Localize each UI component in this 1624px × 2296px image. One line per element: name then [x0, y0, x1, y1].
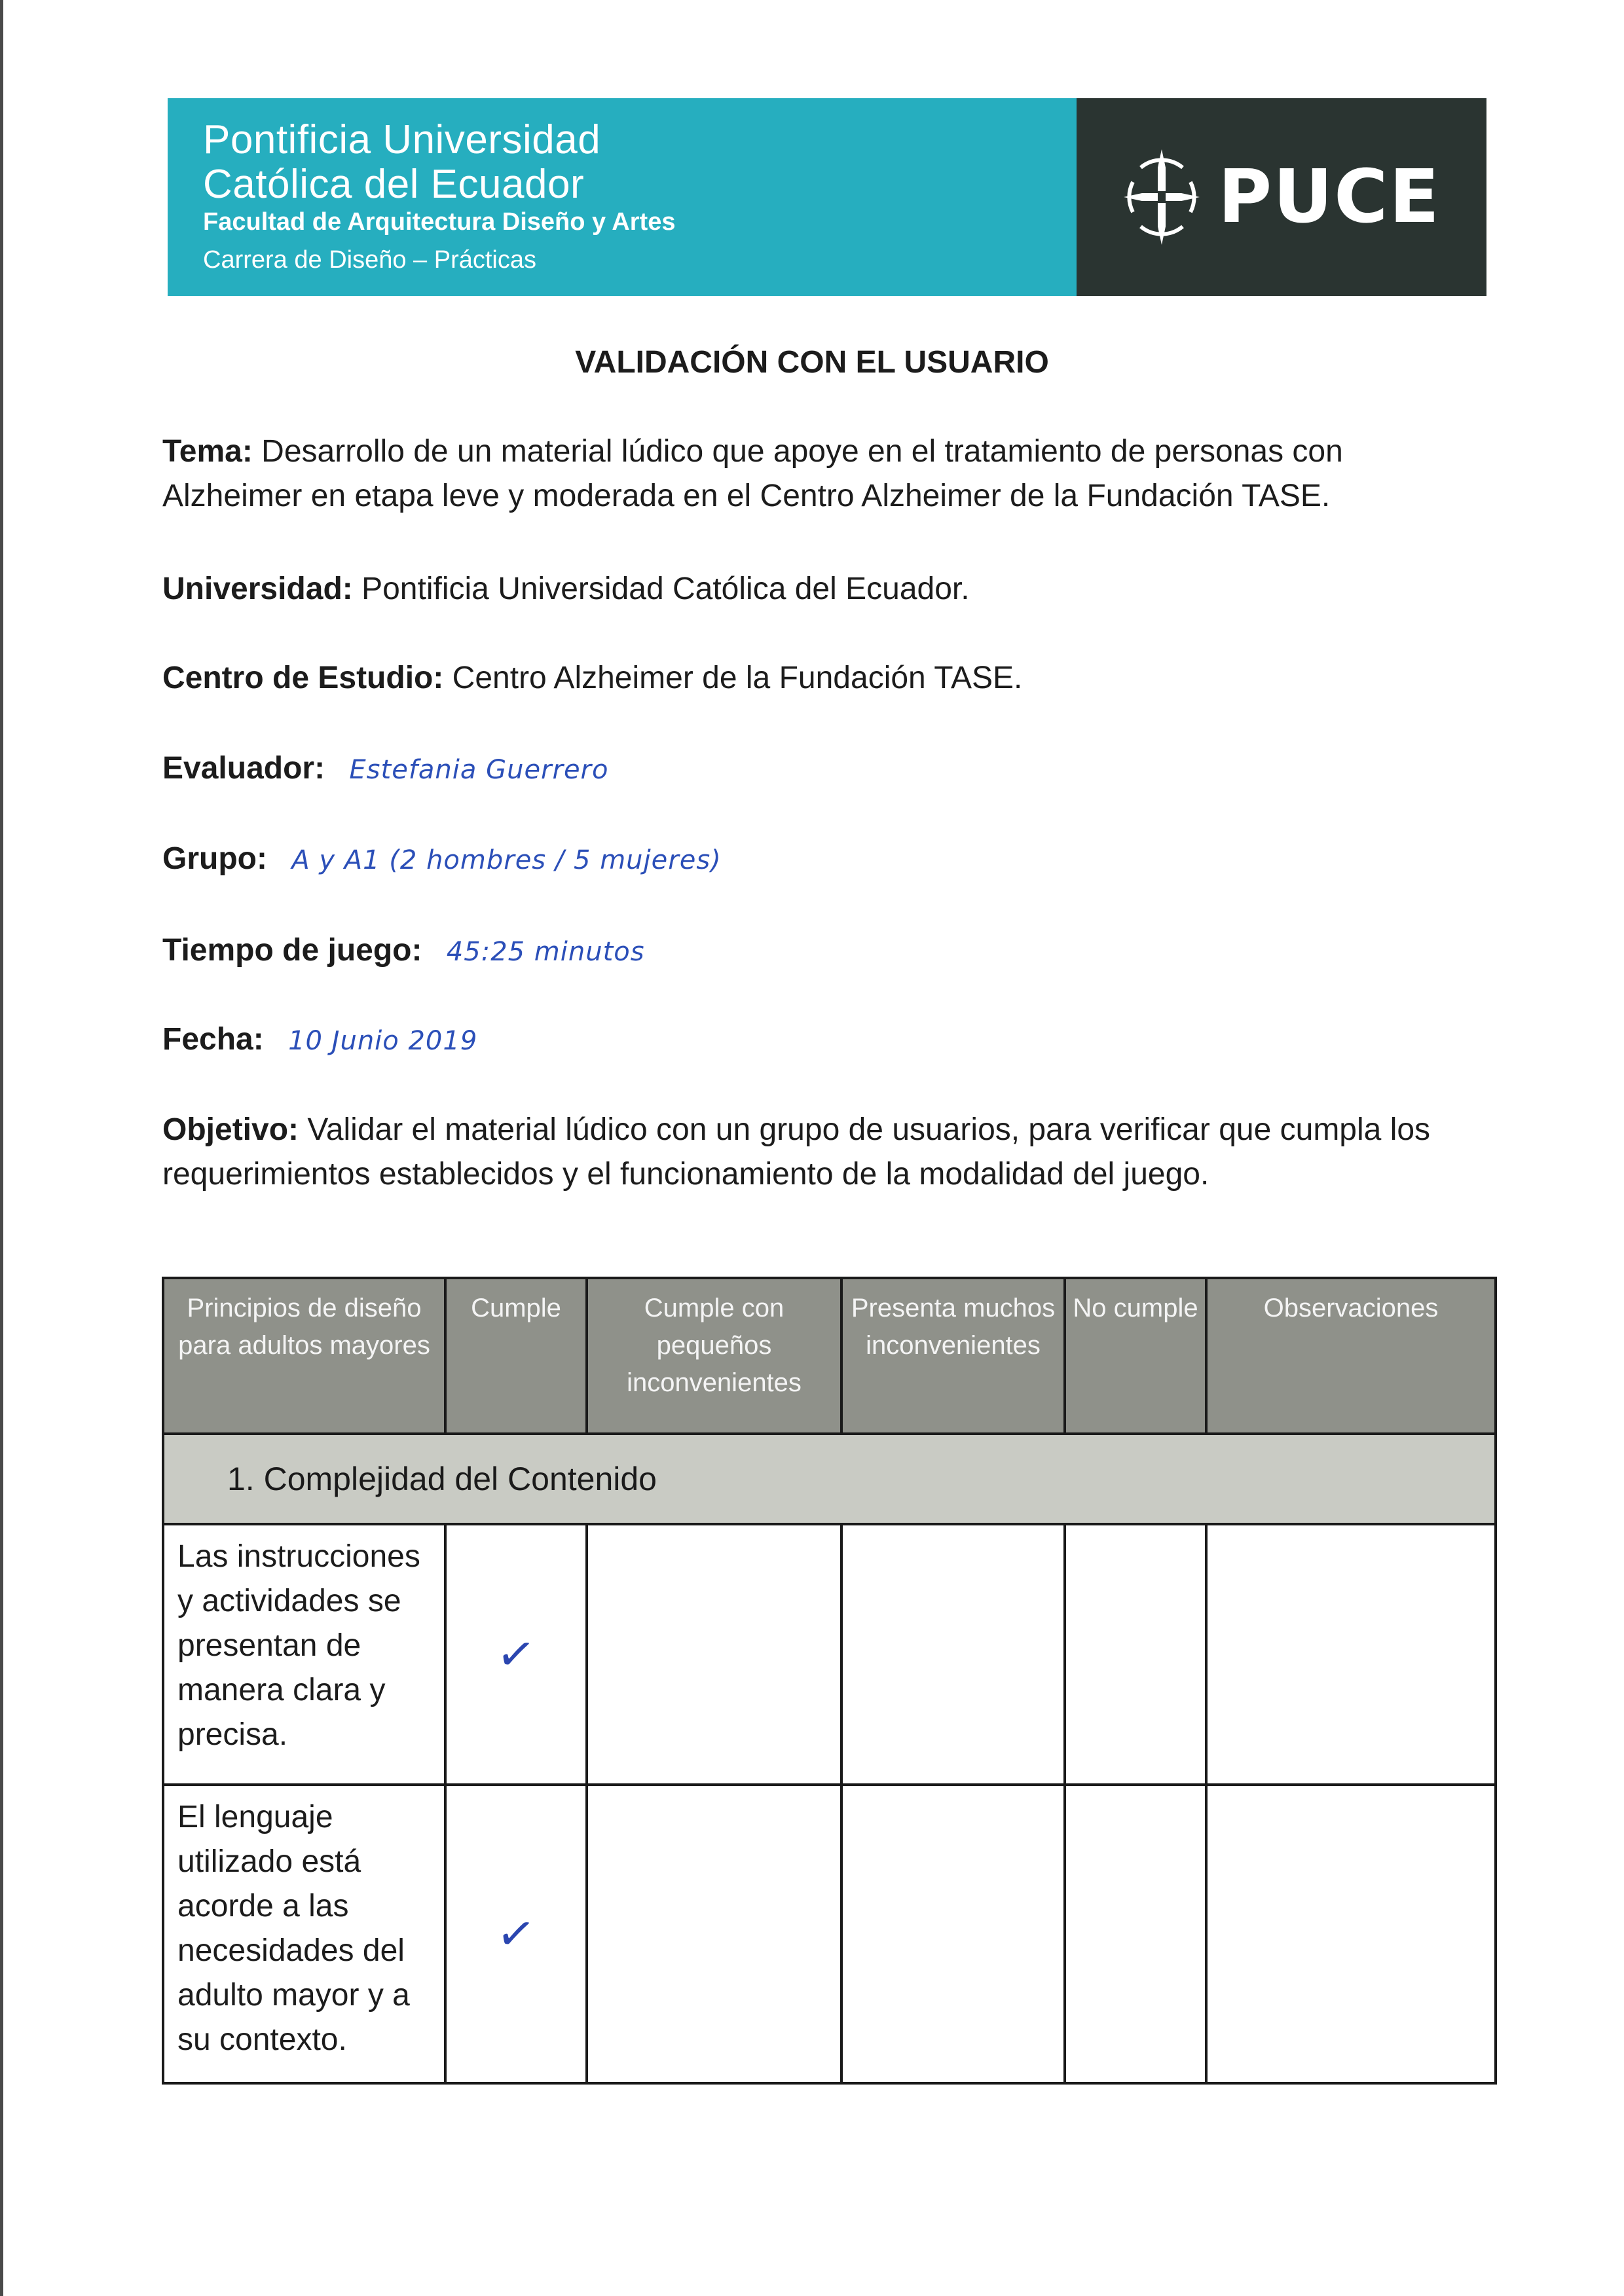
observaciones-cell[interactable]	[1206, 1524, 1496, 1785]
header-presenta-muchos: Presenta muchos inconvenientes	[841, 1278, 1065, 1434]
centro-label: Centro de Estudio:	[162, 661, 444, 695]
objetivo-label: Objetivo:	[162, 1112, 299, 1147]
field-grupo	[162, 837, 1466, 883]
no-cumple-cell[interactable]	[1065, 1524, 1206, 1785]
cumple-cell[interactable]	[445, 1785, 587, 2083]
grupo-value[interactable]: A y A1 (2 hombres / 5 mujeres)	[291, 845, 722, 875]
cumple-pequenos-cell[interactable]	[587, 1785, 841, 2083]
field-universidad	[162, 567, 1466, 611]
checkmark-icon: ✓	[493, 1625, 539, 1684]
header-observaciones: Observaciones	[1206, 1278, 1496, 1434]
university-line-1: Pontificia Universidad	[203, 117, 601, 162]
header-cumple-pequenos: Cumple con pequeños inconvenientes	[587, 1278, 841, 1434]
universidad-value: Pontificia Universidad Católica del Ecuador.	[361, 572, 970, 606]
no-cumple-cell[interactable]	[1065, 1785, 1206, 2083]
header-no-cumple: No cumple	[1065, 1278, 1206, 1434]
header-cumple: Cumple	[445, 1278, 587, 1434]
banner-text-panel	[168, 98, 1077, 296]
cumple-cell[interactable]	[445, 1524, 587, 1785]
fecha-label: Fecha:	[162, 1022, 264, 1057]
universidad-label: Universidad:	[162, 572, 353, 606]
table-row	[163, 1524, 1496, 1785]
tema-label: Tema:	[162, 434, 253, 469]
evaluador-label: Evaluador:	[162, 751, 325, 786]
centro-value: Centro Alzheimer de la Fundación TASE.	[452, 661, 1023, 695]
table-row	[163, 1785, 1496, 2083]
faculty-name: Facultad de Arquitectura Diseño y Artes	[203, 208, 676, 236]
logo-panel	[1077, 98, 1486, 296]
validation-table	[162, 1277, 1497, 2085]
university-line-2: Católica del Ecuador	[203, 162, 585, 207]
puce-logo-text: PUCE	[1218, 155, 1441, 240]
field-evaluador	[162, 746, 1466, 792]
header-banner	[168, 98, 1486, 296]
field-tiempo	[162, 928, 1466, 974]
field-tema	[162, 429, 1466, 519]
criterion-cell: Las instrucciones y actividades se presentan de manera clara y precisa.	[163, 1524, 445, 1785]
cumple-pequenos-cell[interactable]	[587, 1524, 841, 1785]
field-objetivo	[162, 1108, 1466, 1197]
evaluador-value[interactable]: Estefania Guerrero	[349, 755, 609, 785]
career-name: Carrera de Diseño – Prácticas	[203, 246, 536, 274]
presenta-muchos-cell[interactable]	[841, 1524, 1065, 1785]
presenta-muchos-cell[interactable]	[841, 1785, 1065, 2083]
grupo-label: Grupo:	[162, 841, 267, 876]
tiempo-value[interactable]: 45:25 minutos	[446, 937, 645, 967]
objetivo-value: Validar el material lúdico con un grupo de usuarios, para verificar que cumpla los requerimientos establecidos y el funcionamiento de la modalidad del juego.	[162, 1112, 1431, 1192]
fecha-value[interactable]: 10 Junio 2019	[288, 1026, 478, 1056]
table-header-row	[163, 1278, 1496, 1434]
tema-value: Desarrollo de un material lúdico que apoye en el tratamiento de personas con Alzheimer en etapa leve y moderada en el Centro Alzheimer de la Fundación TASE.	[162, 434, 1343, 513]
field-centro	[162, 656, 1466, 701]
field-fecha	[162, 1017, 1466, 1063]
university-name	[203, 118, 600, 207]
section-title: 1. Complejidad del Contenido	[163, 1434, 1496, 1524]
criterion-cell: El lenguaje utilizado está acorde a las necesidades del adulto mayor y a su contexto.	[163, 1785, 445, 2083]
page-title: VALIDACIÓN CON EL USUARIO	[575, 345, 1049, 380]
checkmark-icon: ✓	[493, 1904, 539, 1963]
puce-cross-emblem-icon	[1122, 148, 1201, 246]
observaciones-cell[interactable]	[1206, 1785, 1496, 2083]
section-row	[163, 1434, 1496, 1524]
header-principios: Principios de diseño para adultos mayores	[163, 1278, 445, 1434]
tiempo-label: Tiempo de juego:	[162, 933, 422, 968]
